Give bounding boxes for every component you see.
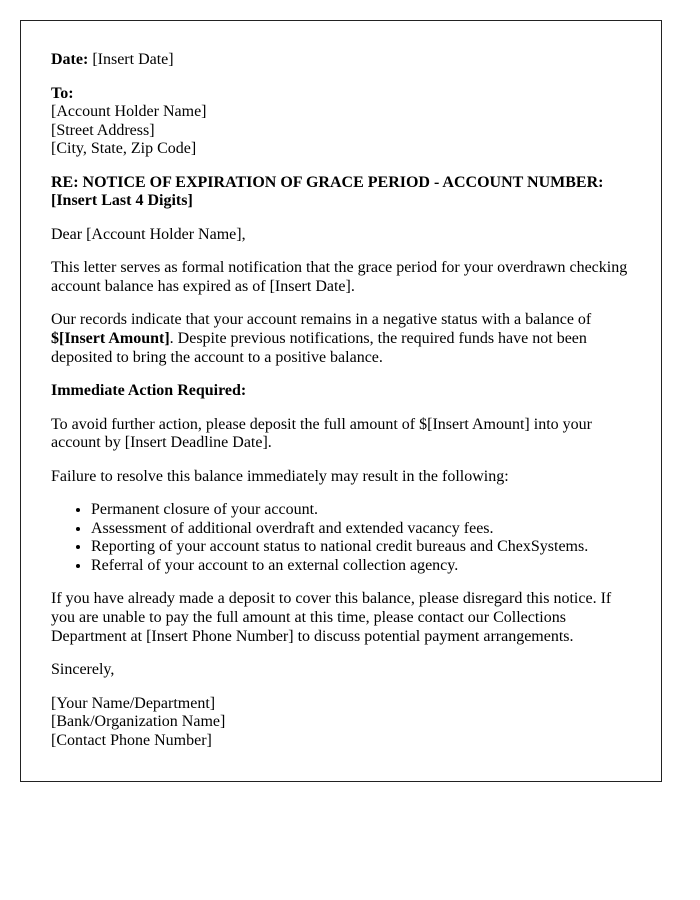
recipient-block xyxy=(51,85,631,159)
recipient-name: [Account Holder Name] xyxy=(51,103,207,121)
salutation: Dear [Account Holder Name], xyxy=(51,225,246,243)
paragraph-failure-intro: Failure to resolve this balance immediately may result in the following: xyxy=(51,467,509,485)
records-prefix: Our records indicate that your account remains in a negative status with a balance of xyxy=(51,311,592,329)
closing: Sincerely, xyxy=(51,661,115,679)
signature-organization: [Bank/Organization Name] xyxy=(51,713,226,731)
list-item: • Referral of your account to an external collection agency. xyxy=(91,557,631,576)
paragraph-deposit: To avoid further action, please deposit the full amount of $[Insert Amount] into your account by [Insert Deadline Date]. xyxy=(51,415,592,452)
list-item: • Reporting of your account status to national credit bureaus and ChexSystems. xyxy=(91,538,631,557)
recipient-street: [Street Address] xyxy=(51,121,155,139)
records-amount: $[Insert Amount] xyxy=(51,330,170,348)
paragraph-notification: This letter serves as formal notification that the grace period for your overdrawn checking account balance has expired as of [Insert Date]. xyxy=(51,259,628,295)
date-line xyxy=(51,51,631,70)
paragraph-records xyxy=(51,311,631,367)
records-suffix: . Despite previous notifications, the required funds have not been deposited to bring the account to a positive balance. xyxy=(51,330,587,366)
paragraph-disregard: If you have already made a deposit to cover this balance, please disregard this notice. If you are unable to pay the full amount at this time, please contact our Collections Department at [Insert Phone Number] to discuss potential payment arrangements. xyxy=(51,590,612,645)
signature-block xyxy=(51,695,631,751)
date-label: Date: xyxy=(51,51,89,68)
subject-line: RE: NOTICE OF EXPIRATION OF GRACE PERIOD - ACCOUNT NUMBER: [Insert Last 4 Digits] xyxy=(51,173,604,210)
signature-phone: [Contact Phone Number] xyxy=(51,731,212,749)
letter-frame xyxy=(20,20,662,782)
list-item: • Assessment of additional overdraft and extended vacancy fees. xyxy=(91,520,631,539)
list-item: • Permanent closure of your account. xyxy=(91,501,631,520)
consequences-list xyxy=(51,501,631,575)
action-heading: Immediate Action Required: xyxy=(51,382,247,400)
signature-name: [Your Name/Department] xyxy=(51,694,216,712)
recipient-city-state-zip: [City, State, Zip Code] xyxy=(51,140,197,158)
date-value: [Insert Date] xyxy=(92,51,174,68)
to-label: To: xyxy=(51,84,74,102)
